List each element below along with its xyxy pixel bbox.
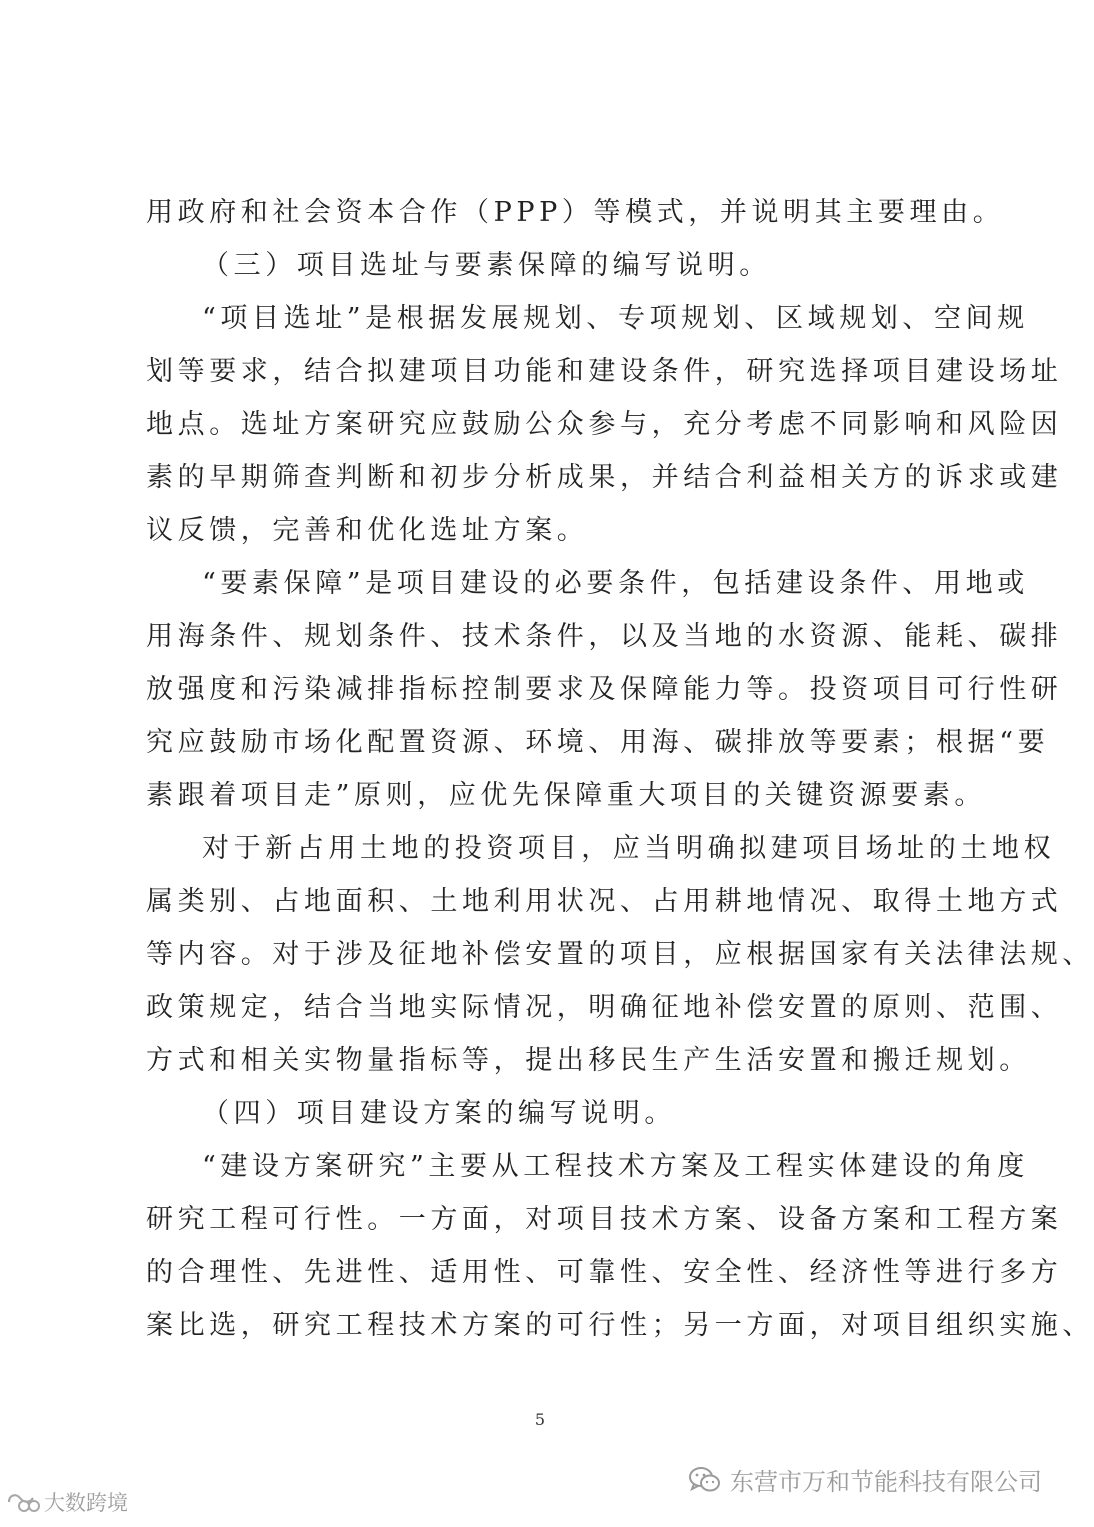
text-line: 属类别、占地面积、土地利用状况、占用耕地情况、取得土地方式 [146, 886, 1063, 917]
text-line: 研究工程可行性。一方面，对项目技术方案、设备方案和工程方案 [146, 1204, 1063, 1235]
text-line: 究应鼓励市场化配置资源、环境、用海、碳排放等要素；根据“要 [146, 727, 1050, 758]
text-line: 政策规定，结合当地实际情况，明确征地补偿安置的原则、范围、 [146, 992, 1063, 1023]
text-line: 等内容。对于涉及征地补偿安置的项目，应根据国家有关法律法规、 [146, 939, 1094, 970]
section-heading: （四）项目建设方案的编写说明。 [202, 1098, 676, 1129]
text-line: 划等要求，结合拟建项目功能和建设条件，研究选择项目建设场址 [146, 356, 1063, 387]
page-number: 5 [534, 1410, 546, 1429]
text-line: “项目选址”是根据发展规划、专项规划、区域规划、空间规 [202, 303, 1029, 334]
text-line: 素跟着项目走”原则，应优先保障重大项目的关键资源要素。 [146, 780, 987, 811]
text-line: 素的早期筛查判断和初步分析成果，并结合利益相关方的诉求或建 [146, 462, 1063, 493]
text-line: 对于新占用土地的投资项目，应当明确拟建项目场址的土地权 [202, 833, 1056, 864]
watermark-right-text: 东营市万和节能科技有限公司 [730, 1468, 1042, 1496]
text-line: 方式和相关实物量指标等，提出移民生产生活安置和搬迁规划。 [146, 1045, 1031, 1076]
watermark-right [688, 1462, 1042, 1497]
text-line: 案比选，研究工程技术方案的可行性；另一方面，对项目组织实施、 [146, 1310, 1094, 1341]
watermark-logo-icon [6, 1490, 40, 1514]
text-line: 用政府和社会资本合作（PPP）等模式，并说明其主要理由。 [146, 197, 1005, 228]
section-heading: （三）项目选址与要素保障的编写说明。 [202, 250, 771, 281]
text-line: “要素保障”是项目建设的必要条件，包括建设条件、用地或 [202, 568, 1029, 599]
text-line: 用海条件、规划条件、技术条件，以及当地的水资源、能耗、碳排 [146, 621, 1063, 652]
watermark-left-text: 大数跨境 [44, 1491, 128, 1515]
text-line: 放强度和污染减排指标控制要求及保障能力等。投资项目可行性研 [146, 674, 1063, 705]
text-line: “建设方案研究”主要从工程技术方案及工程实体建设的角度 [202, 1151, 1029, 1182]
wechat-icon [688, 1465, 722, 1495]
text-line: 地点。选址方案研究应鼓励公众参与，充分考虑不同影响和风险因 [146, 409, 1063, 440]
text-line: 议反馈，完善和优化选址方案。 [146, 515, 589, 546]
text-line: 的合理性、先进性、适用性、可靠性、安全性、经济性等进行多方 [146, 1257, 1063, 1288]
watermark-left [6, 1487, 128, 1517]
body-text [146, 186, 1094, 1352]
